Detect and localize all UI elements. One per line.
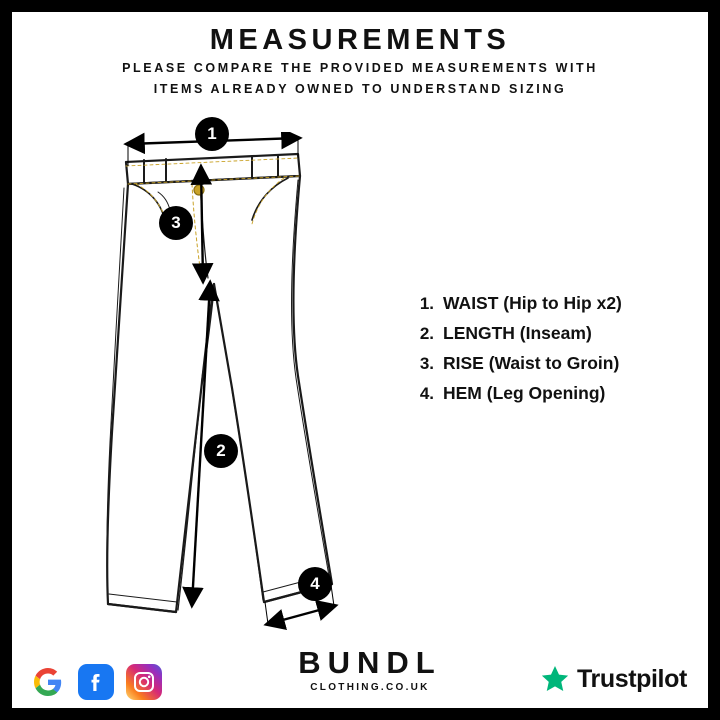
legend-number: 1. [419, 294, 434, 313]
google-icon[interactable] [30, 664, 66, 700]
facebook-icon[interactable] [78, 664, 114, 700]
brand-domain: CLOTHING.CO.UK [310, 682, 430, 693]
legend-item-hem [404, 383, 704, 404]
hem-dimension-arrow [268, 606, 334, 624]
legend-label: WAIST (Hip to Hip x2) [443, 293, 622, 313]
brand-logo [260, 646, 480, 693]
social-links [30, 664, 162, 700]
page-subtitle [52, 58, 668, 100]
legend-label: HEM (Leg Opening) [443, 383, 606, 403]
page-title: MEASUREMENTS [209, 24, 511, 56]
legend-number: 2. [419, 324, 434, 343]
legend-label: LENGTH (Inseam) [443, 323, 592, 343]
legend-item-rise [404, 353, 704, 374]
legend-item-waist [404, 293, 704, 314]
rise-marker: 3 [159, 206, 193, 240]
jeans-illustration [102, 132, 422, 642]
length-marker: 2 [204, 434, 238, 468]
hem-marker: 4 [298, 567, 332, 601]
waist-marker: 1 [195, 117, 229, 151]
measurement-legend [404, 293, 704, 413]
measurement-card [12, 12, 708, 708]
brand-name: BUNDL [298, 645, 442, 680]
legend-number: 4. [419, 384, 434, 403]
instagram-icon[interactable] [126, 664, 162, 700]
subtitle-line-1: PLEASE COMPARE THE PROVIDED MEASUREMENTS WITH [122, 61, 598, 75]
legend-item-length [404, 323, 704, 344]
legend-number: 3. [419, 354, 434, 373]
trustpilot-label: Trustpilot [577, 664, 687, 693]
legend-label: RISE (Waist to Groin) [443, 353, 620, 373]
trustpilot-badge[interactable] [540, 664, 687, 694]
subtitle-line-2: ITEMS ALREADY OWNED TO UNDERSTAND SIZING [153, 82, 567, 96]
trustpilot-star-icon [540, 664, 570, 694]
